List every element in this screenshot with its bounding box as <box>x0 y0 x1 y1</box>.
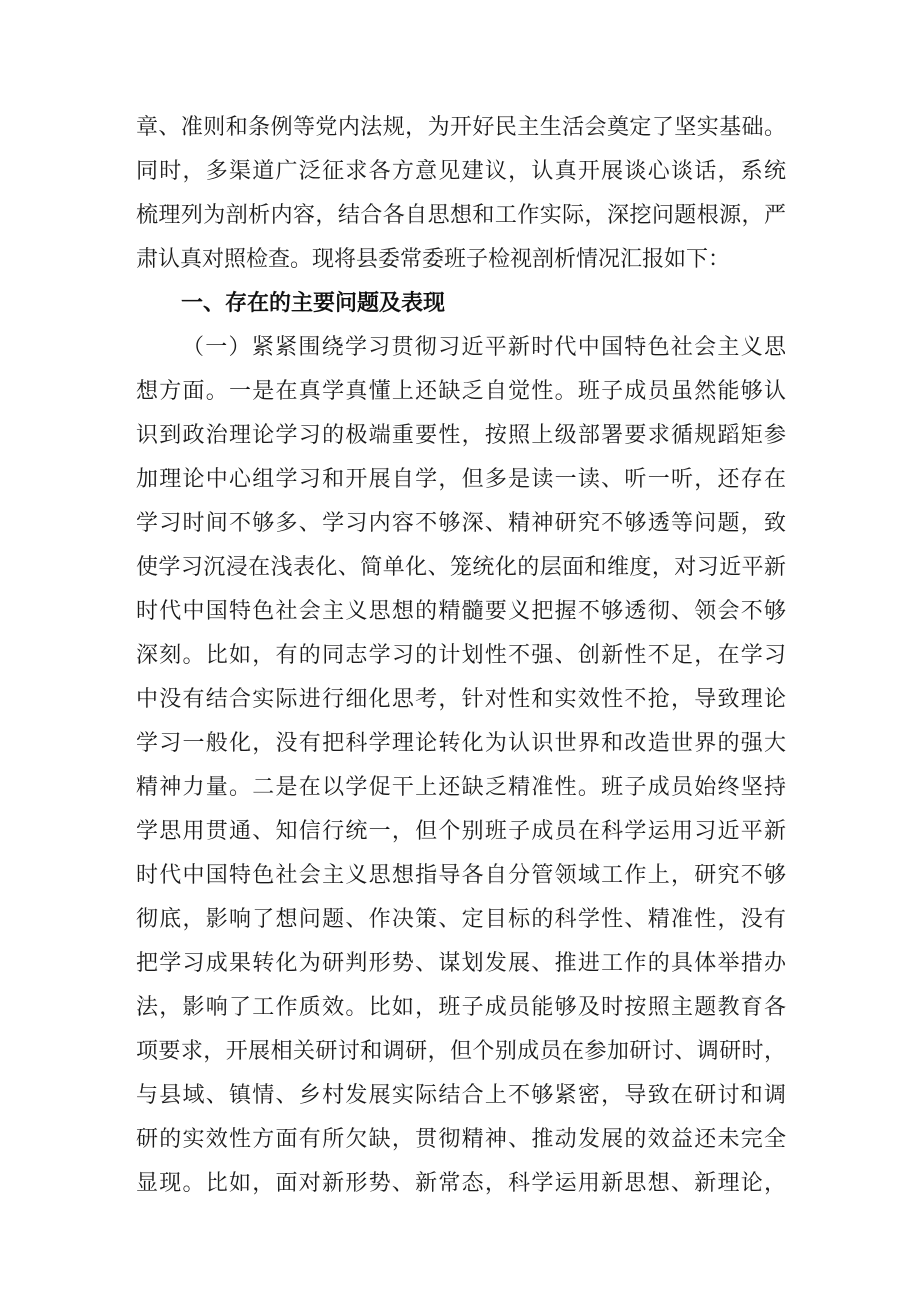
body-line: 时代中国特色社会主义思想的精髓要义把握不够透彻、领会不够 <box>136 599 786 624</box>
body-line: 时代中国特色社会主义思想指导各自分管领域工作上，研究不够 <box>136 863 786 888</box>
intro-line: 梳理列为剖析内容，结合各自思想和工作实际，深挖问题根源，严 <box>136 203 786 228</box>
section-heading: 一、存在的主要问题及表现 <box>181 291 446 316</box>
intro-line: 同时，多渠道广泛征求各方意见建议，认真开展谈心谈话，系统 <box>136 159 786 184</box>
body-line: 把学习成果转化为研判形势、谋划发展、推进工作的具体举措办 <box>136 951 786 976</box>
body-line: 学思用贯通、知信行统一，但个别班子成员在科学运用习近平新 <box>136 819 786 844</box>
body-line: （一）紧紧围绕学习贯彻习近平新时代中国特色社会主义思 <box>182 335 786 360</box>
body-line: 加理论中心组学习和开展自学，但多是读一读、听一听，还存在 <box>136 467 786 492</box>
body-line: 识到政治理论学习的极端重要性，按照上级部署要求循规蹈矩参 <box>136 423 786 448</box>
body-line: 中没有结合实际进行细化思考，针对性和实效性不抢，导致理论 <box>136 687 786 712</box>
body-line: 深刻。比如，有的同志学习的计划性不强、创新性不足，在学习 <box>136 643 786 668</box>
body-line: 学习时间不够多、学习内容不够深、精神研究不够透等问题，致 <box>136 511 786 536</box>
body-line: 显现。比如，面对新形势、新常态，科学运用新思想、新理论， <box>136 1171 786 1196</box>
body-line: 彻底，影响了想问题、作决策、定目标的科学性、精准性，没有 <box>136 907 786 932</box>
intro-line: 章、准则和条例等党内法规，为开好民主生活会奠定了坚实基础。 <box>136 115 786 140</box>
body-line: 与县域、镇情、乡村发展实际结合上不够紧密，导致在研讨和调 <box>136 1083 786 1108</box>
body-line: 研的实效性方面有所欠缺，贯彻精神、推动发展的效益还未完全 <box>136 1127 786 1152</box>
body-line: 法，影响了工作质效。比如，班子成员能够及时按照主题教育各 <box>136 995 786 1020</box>
body-line: 精神力量。二是在以学促干上还缺乏精准性。班子成员始终坚持 <box>136 775 786 800</box>
body-line: 学习一般化，没有把科学理论转化为认识世界和改造世界的强大 <box>136 731 786 756</box>
body-line: 想方面。一是在真学真懂上还缺乏自觉性。班子成员虽然能够认 <box>136 379 786 404</box>
intro-line: 肃认真对照检查。现将县委常委班子检视剖析情况汇报如下： <box>136 247 731 272</box>
body-line: 使学习沉浸在浅表化、简单化、笼统化的层面和维度，对习近平新 <box>136 555 786 580</box>
body-line: 项要求，开展相关研讨和调研，但个别成员在参加研讨、调研时， <box>136 1039 786 1064</box>
